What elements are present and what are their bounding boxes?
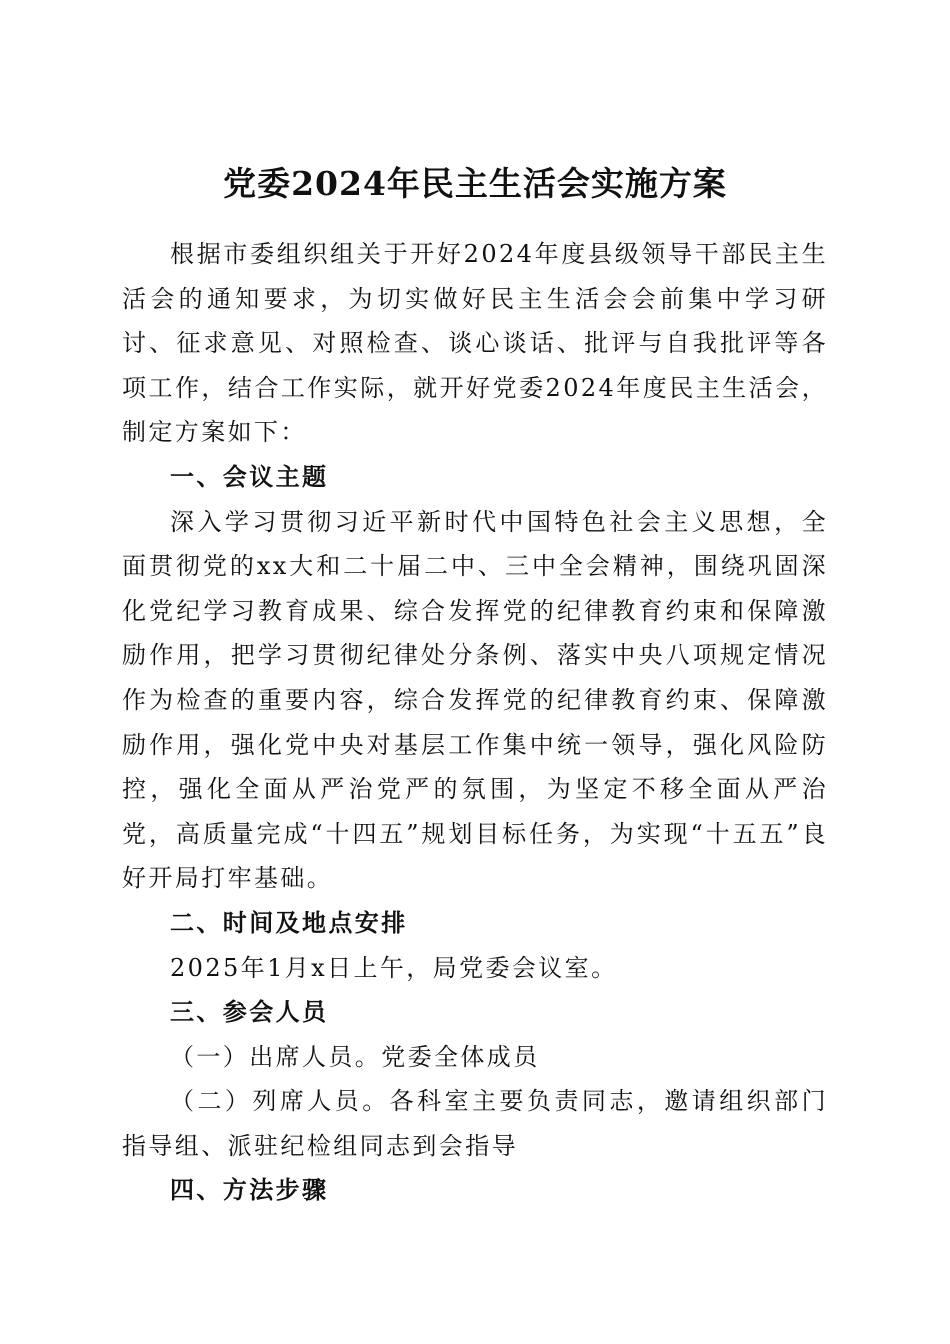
document-body	[122, 232, 828, 1213]
document-title: 党委2024年民主生活会实施方案	[223, 164, 727, 204]
section-heading-time-place: 二、时间及地点安排	[170, 908, 408, 937]
section-heading-steps: 四、方法步骤	[170, 1176, 329, 1205]
attendees-item-observers: （二）列席人员。各科室主要负责同志，邀请组织部门指导组、派驻纪检组同志到会指导	[122, 1087, 828, 1160]
intro-paragraph: 根据市委组织组关于开好2024年度县级领导干部民主生活会的通知要求，为切实做好民主生活会会前集中学习研讨、征求意见、对照检查、谈心谈话、批评与自我批评等各项工作，结合工作实际，就开好党委2024年度民主生活会，制定方案如下：	[122, 240, 828, 447]
section-heading-attendees: 三、参会人员	[170, 998, 329, 1027]
theme-paragraph: 深入学习贯彻习近平新时代中国特色社会主义思想，全面贯彻党的xx大和二十届二中、三中全会精神，围绕巩固深化党纪学习教育成果、综合发挥党的纪律教育约束和保障激励作用，把学习贯彻纪律处分条例、落实中央八项规定情况作为检查的重要内容，综合发挥党的纪律教育约束、保障激励作用，强化党中央对基层工作集中统一领导，强化风险防控，强化全面从严治党严的氛围，为坚定不移全面从严治党，高质量完成“十四五”规划目标任务，为实现“十五五”良好开局打牢基础。	[122, 507, 828, 893]
time-place-paragraph: 2025年1月x日上午，局党委会议室。	[170, 953, 618, 982]
attendees-item-present: （一）出席人员。党委全体成员	[170, 1042, 540, 1071]
section-heading-theme: 一、会议主题	[170, 462, 329, 491]
